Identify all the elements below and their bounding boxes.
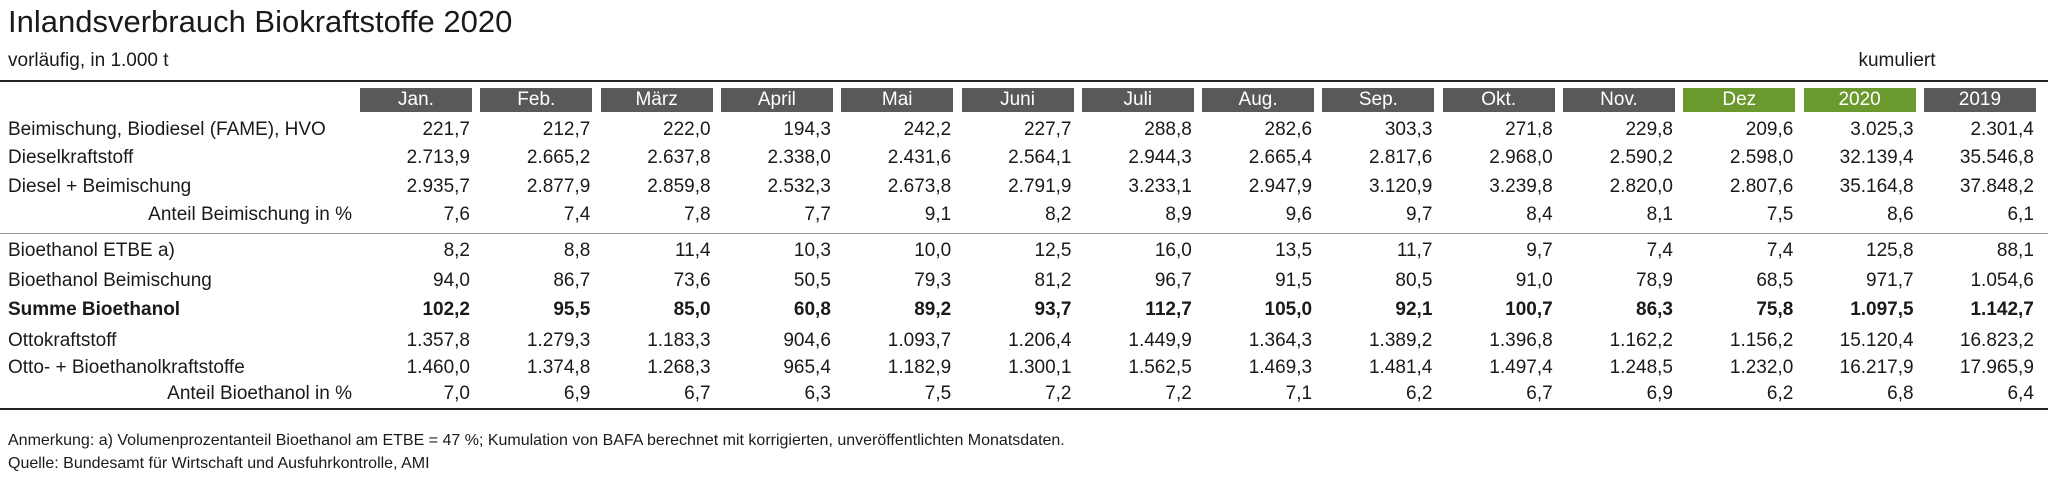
table-cell: 1.162,2 — [1609, 330, 1673, 351]
table-cell: 7,5 — [1766, 204, 1794, 225]
table-cell: 6,7 — [1526, 383, 1553, 404]
table-cell: 2.859,8 — [647, 176, 711, 197]
column-header: Juni — [962, 88, 1074, 112]
column-header: Okt. — [1443, 88, 1555, 112]
table-cell: 16.823,2 — [1959, 330, 2034, 351]
table-cell: 7,4 — [1766, 240, 1794, 261]
table-cell: 2.590,2 — [1609, 147, 1673, 168]
table-cell: 1.248,5 — [1609, 357, 1673, 378]
table-cell: 2.877,9 — [526, 176, 591, 197]
column-header: Juli — [1082, 88, 1194, 112]
table-cell: 3.239,8 — [1489, 176, 1553, 197]
table-cell: 2.968,0 — [1489, 147, 1553, 168]
table-cell: 94,0 — [433, 270, 470, 291]
table-cell: 16.217,9 — [1839, 357, 1914, 378]
table-cell: 13,5 — [1275, 240, 1313, 261]
table-cell: 2.807,6 — [1729, 176, 1794, 197]
table-cell: 7,8 — [684, 204, 711, 225]
table-cell: 10,3 — [793, 240, 831, 261]
table-cell: 6,1 — [2007, 204, 2034, 225]
row-label: Dieselkraftstoff — [8, 147, 134, 168]
table-cell: 79,3 — [914, 270, 952, 291]
table-cell: 212,7 — [542, 119, 591, 140]
table-cell: 6,9 — [1646, 383, 1673, 404]
column-header: 2019 — [1924, 88, 2036, 112]
column-header: Jan. — [360, 88, 472, 112]
page-title: Inlandsverbrauch Biokraftstoffe 2020 — [8, 4, 513, 39]
table-cell: 194,3 — [783, 119, 831, 140]
table-cell: 9,7 — [1526, 240, 1553, 261]
table-cell: 8,4 — [1526, 204, 1553, 225]
top-rule — [0, 80, 2048, 82]
table-cell: 1.183,3 — [647, 330, 711, 351]
table-cell: 17.965,9 — [1959, 357, 2034, 378]
table-cell: 1.469,3 — [1248, 357, 1313, 378]
table-cell: 86,7 — [553, 270, 591, 291]
table-cell: 89,2 — [914, 299, 952, 320]
table-cell: 91,0 — [1515, 270, 1553, 291]
table-cell: 1.156,2 — [1729, 330, 1794, 351]
table-cell: 16,0 — [1154, 240, 1192, 261]
column-header: Feb. — [480, 88, 592, 112]
row-label: Anteil Bioethanol in % — [167, 383, 352, 404]
table-cell: 7,5 — [924, 383, 952, 404]
table-cell: 75,8 — [1756, 299, 1794, 320]
table-cell: 3.120,9 — [1368, 176, 1433, 197]
table-cell: 8,6 — [1887, 204, 1914, 225]
table-cell: 1.093,7 — [887, 330, 952, 351]
table-cell: 7,6 — [443, 204, 470, 225]
table-cell: 1.364,3 — [1248, 330, 1313, 351]
column-header: April — [721, 88, 833, 112]
table-cell: 2.301,4 — [1970, 119, 2034, 140]
column-header: März — [601, 88, 713, 112]
row-label: Beimischung, Biodiesel (FAME), HVO — [8, 119, 326, 140]
table-cell: 1.481,4 — [1368, 357, 1433, 378]
table-cell: 1.374,8 — [526, 357, 591, 378]
column-header: Aug. — [1202, 88, 1314, 112]
table-cell: 125,8 — [1866, 240, 1914, 261]
table-cell: 271,8 — [1505, 119, 1553, 140]
table-cell: 2.820,0 — [1609, 176, 1673, 197]
table-cell: 1.206,4 — [1008, 330, 1072, 351]
bottom-rule — [0, 408, 2048, 410]
table-cell: 2.947,9 — [1248, 176, 1313, 197]
table-cell: 2.637,8 — [647, 147, 711, 168]
table-cell: 229,8 — [1625, 119, 1673, 140]
table-cell: 7,0 — [443, 383, 470, 404]
table-cell: 85,0 — [673, 299, 711, 320]
table-cell: 282,6 — [1264, 119, 1313, 140]
table-cell: 8,2 — [443, 240, 470, 261]
table-cell: 1.142,7 — [1970, 299, 2034, 320]
table-cell: 1.268,3 — [647, 357, 711, 378]
table-cell: 88,1 — [1996, 240, 2034, 261]
table-cell: 91,5 — [1275, 270, 1313, 291]
table-cell: 904,6 — [783, 330, 831, 351]
table-cell: 95,5 — [553, 299, 591, 320]
table-cell: 7,4 — [563, 204, 591, 225]
column-header: Nov. — [1563, 88, 1675, 112]
subtitle: vorläufig, in 1.000 t — [8, 50, 169, 71]
table-cell: 105,0 — [1264, 299, 1313, 320]
table-cell: 8,2 — [1045, 204, 1072, 225]
table-cell: 6,3 — [804, 383, 831, 404]
row-label: Diesel + Beimischung — [8, 176, 192, 197]
table-cell: 7,2 — [1045, 383, 1072, 404]
table-cell: 9,7 — [1405, 204, 1433, 225]
table-cell: 73,6 — [673, 270, 711, 291]
table-cell: 227,7 — [1023, 119, 1072, 140]
table-cell: 10,0 — [914, 240, 952, 261]
table-cell: 1.357,8 — [406, 330, 470, 351]
table-cell: 93,7 — [1034, 299, 1072, 320]
row-label: Summe Bioethanol — [8, 299, 181, 320]
table-cell: 222,0 — [663, 119, 711, 140]
table-cell: 1.232,0 — [1729, 357, 1794, 378]
table-cell: 2.598,0 — [1729, 147, 1794, 168]
table-cell: 7,2 — [1165, 383, 1192, 404]
table-cell: 2.564,1 — [1008, 147, 1072, 168]
row-label: Otto- + Bioethanolkraftstoffe — [8, 357, 245, 378]
table-cell: 78,9 — [1636, 270, 1673, 291]
table-cell: 2.791,9 — [1008, 176, 1072, 197]
table-cell: 1.182,9 — [887, 357, 952, 378]
table-cell: 242,2 — [903, 119, 952, 140]
column-header: Mai — [841, 88, 953, 112]
table-cell: 8,8 — [563, 240, 591, 261]
table-cell: 92,1 — [1395, 299, 1433, 320]
table-cell: 68,5 — [1756, 270, 1794, 291]
row-label: Bioethanol Beimischung — [8, 270, 212, 291]
table-cell: 965,4 — [783, 357, 831, 378]
table-cell: 2.817,6 — [1368, 147, 1433, 168]
table-cell: 35.164,8 — [1839, 176, 1914, 197]
table-cell: 35.546,8 — [1959, 147, 2034, 168]
table-cell: 7,4 — [1646, 240, 1673, 261]
table-cell: 1.460,0 — [406, 357, 470, 378]
table-cell: 11,4 — [675, 240, 711, 261]
row-label: Ottokraftstoff — [8, 330, 117, 351]
table-cell: 6,7 — [684, 383, 711, 404]
column-header: Dez — [1683, 88, 1795, 112]
table-cell: 2.713,9 — [406, 147, 470, 168]
table-cell: 6,4 — [2007, 383, 2034, 404]
table-cell: 1.300,1 — [1008, 357, 1072, 378]
table-cell: 6,2 — [1766, 383, 1794, 404]
row-label: Bioethanol ETBE a) — [8, 240, 175, 261]
table-cell: 1.054,6 — [1970, 270, 2034, 291]
table-cell: 1.449,9 — [1128, 330, 1192, 351]
table-cell: 81,2 — [1034, 270, 1072, 291]
table-cell: 32.139,4 — [1839, 147, 1914, 168]
table-cell: 96,7 — [1154, 270, 1192, 291]
table-cell: 6,2 — [1405, 383, 1433, 404]
row-label: Anteil Beimischung in % — [148, 204, 352, 225]
table-cell: 1.396,8 — [1489, 330, 1553, 351]
column-header: Sep. — [1322, 88, 1434, 112]
table-cell: 50,5 — [793, 270, 831, 291]
table-cell: 7,1 — [1285, 383, 1313, 404]
column-header: 2020 — [1804, 88, 1916, 112]
cumulative-label: kumuliert — [1858, 50, 1936, 71]
table-cell: 1.497,4 — [1489, 357, 1553, 378]
table-cell: 8,1 — [1646, 204, 1673, 225]
table-cell: 8,9 — [1165, 204, 1192, 225]
table-cell: 221,7 — [422, 119, 470, 140]
table-cell: 3.025,3 — [1850, 119, 1914, 140]
table-cell: 6,9 — [563, 383, 591, 404]
table-cell: 2.665,4 — [1248, 147, 1313, 168]
table-cell: 3.233,1 — [1128, 176, 1192, 197]
source-note: Quelle: Bundesamt für Wirtschaft und Ausfuhrkontrolle, AMI — [8, 455, 430, 472]
table-cell: 2.431,6 — [887, 147, 952, 168]
table-cell: 303,3 — [1384, 119, 1433, 140]
table-cell: 1.562,5 — [1128, 357, 1192, 378]
table-cell: 37.848,2 — [1959, 176, 2034, 197]
table-cell: 971,7 — [1866, 270, 1914, 291]
table-cell: 11,7 — [1396, 240, 1433, 261]
table-cell: 9,6 — [1285, 204, 1313, 225]
table-cell: 12,5 — [1034, 240, 1072, 261]
footnote: Anmerkung: a) Volumenprozentanteil Bioethanol am ETBE = 47 %; Kumulation von BAFA berechnet mit korrigierten, unveröffentlichten Monatsdaten. — [8, 432, 1065, 449]
table-cell: 1.389,2 — [1368, 330, 1433, 351]
section-divider — [0, 233, 2048, 234]
table-cell: 2.673,8 — [887, 176, 952, 197]
table-cell: 288,8 — [1144, 119, 1192, 140]
table-cell: 7,7 — [804, 204, 831, 225]
table-cell: 1.279,3 — [526, 330, 591, 351]
table-cell: 2.338,0 — [767, 147, 831, 168]
table-cell: 2.944,3 — [1128, 147, 1192, 168]
table-cell: 2.665,2 — [526, 147, 591, 168]
table-cell: 86,3 — [1636, 299, 1673, 320]
table-cell: 209,6 — [1745, 119, 1794, 140]
table-cell: 102,2 — [422, 299, 470, 320]
table-cell: 80,5 — [1395, 270, 1433, 291]
table-cell: 112,7 — [1145, 299, 1192, 320]
table-cell: 2.935,7 — [406, 176, 470, 197]
table-cell: 15.120,4 — [1839, 330, 1914, 351]
table-cell: 9,1 — [924, 204, 952, 225]
table-cell: 2.532,3 — [767, 176, 831, 197]
table-cell: 6,8 — [1887, 383, 1914, 404]
table-cell: 1.097,5 — [1850, 299, 1914, 320]
table-cell: 100,7 — [1505, 299, 1553, 320]
table-cell: 60,8 — [793, 299, 831, 320]
